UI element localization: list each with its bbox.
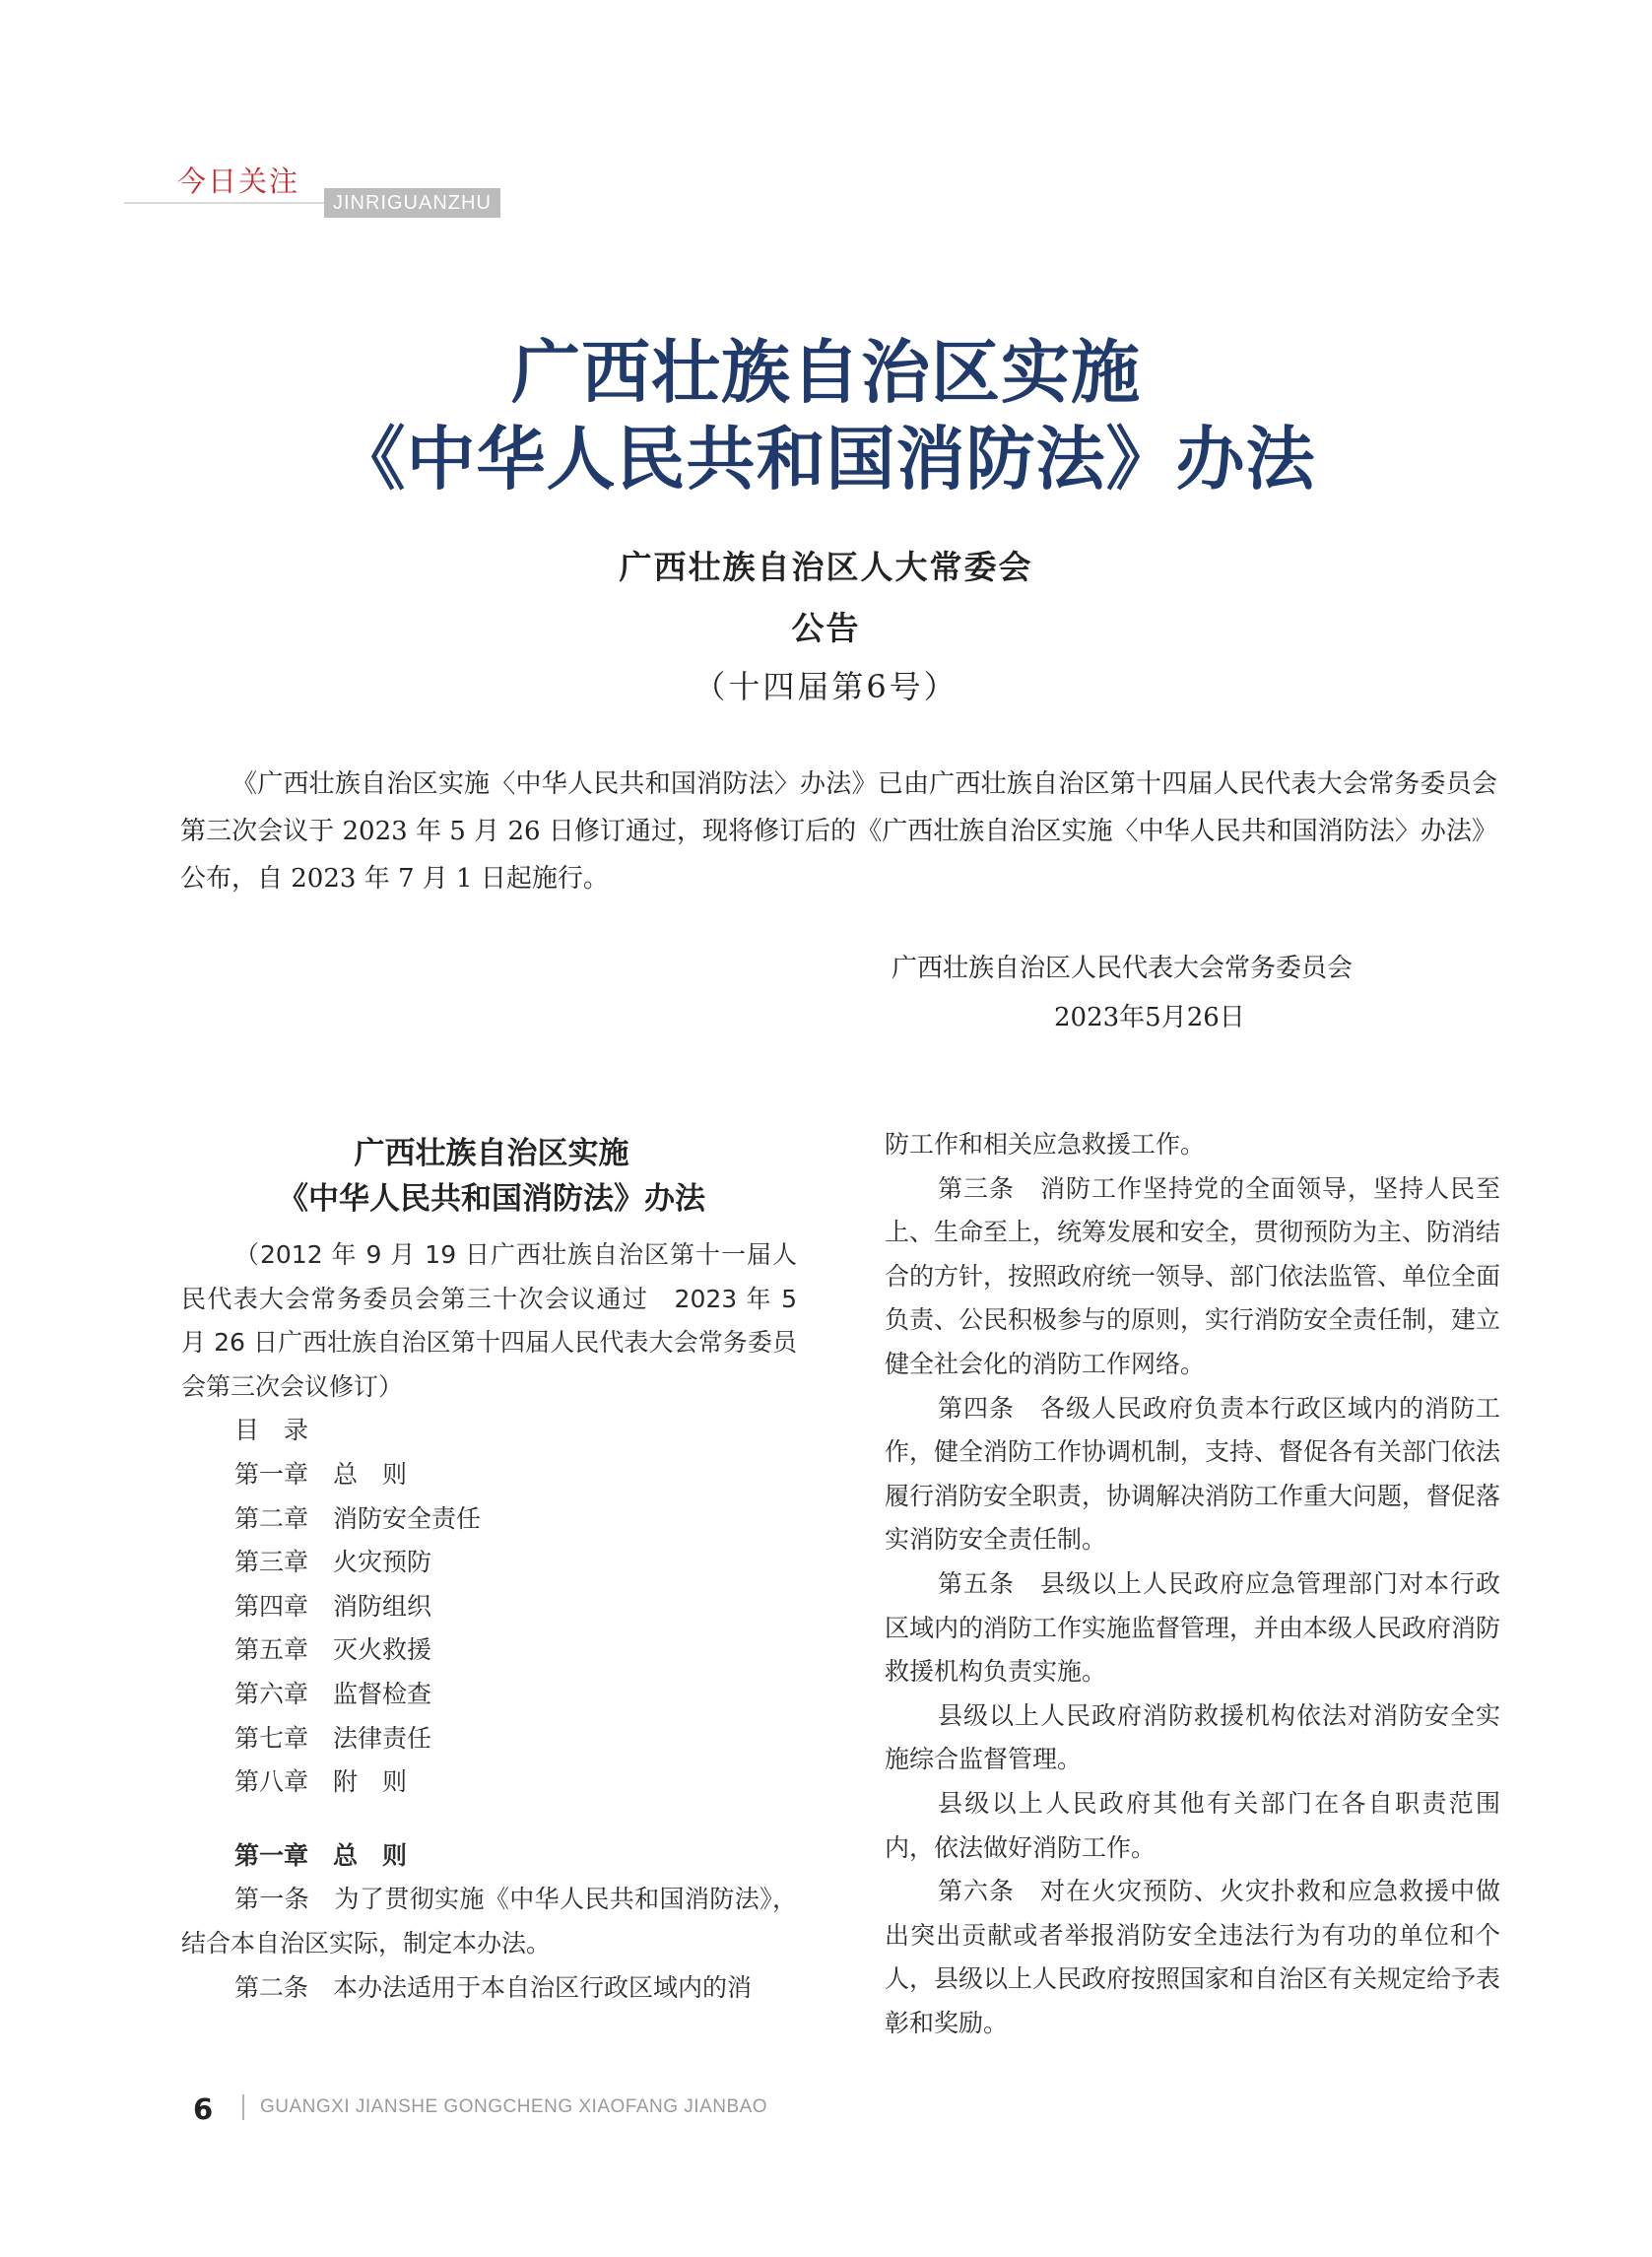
article-1: 第一条 为了贯彻实施《中华人民共和国消防法》，结合本自治区实际，制定本办法。 (181, 1885, 797, 1958)
law-title-line2: 《中华人民共和国消防法》办法 (278, 1181, 705, 1217)
signature-date: 2023年5月26日 (1054, 1003, 1245, 1032)
article-5-paragraph: 县级以上人民政府消防救援机构依法对消防安全实施综合监督管理。 (885, 1700, 1500, 1774)
law-title-line1: 广西壮族自治区实施 (354, 1136, 629, 1171)
article-5-paragraph: 县级以上人民政府其他有关部门在各自职责范围内，依法做好消防工作。 (885, 1788, 1500, 1862)
chapter-heading: 第一章 总 则 (234, 1840, 408, 1870)
toc-item: 第四章 消防组织 (234, 1591, 432, 1621)
toc-item: 第三章 火灾预防 (234, 1548, 432, 1577)
section-label-pinyin: JINRIGUANZHU (324, 188, 500, 218)
toc-item: 第一章 总 则 (234, 1459, 408, 1489)
signature-organization: 广西壮族自治区人民代表大会常务委员会 (892, 954, 1354, 983)
toc-item: 第六章 监督检查 (234, 1679, 432, 1708)
announcement-text: 《广西壮族自治区实施〈中华人民共和国消防法〉办法》已由广西壮族自治区第十四届人民代表大会常务委员会第三次会议于 2023 年 5 月 26 日修订通过，现将修订后的《广西壮族自治区实施〈中华人民共和国消防法〉办法》公布，自 2023 年 7 月 1 日起施行。 (180, 769, 1497, 894)
toc-label: 目 录 (234, 1416, 309, 1445)
left-column (181, 1131, 797, 2010)
article-5: 第五条 县级以上人民政府应急管理部门对本行政区域内的消防工作实施监督管理，并由本级人民政府消防救援机构负责实施。 (885, 1568, 1501, 1687)
law-history: （2012 年 9 月 19 日广西壮族自治区第十一届人民代表大会常务委员会第三十次会议通过 2023 年 5 月 26 日广西壮族自治区第十四届人民代表大会常务委员会第三次会议修订） (181, 1240, 797, 1401)
footer-divider (242, 2094, 244, 2120)
section-divider (124, 202, 335, 204)
section-label: 今日关注 (177, 165, 300, 198)
right-column (885, 1123, 1500, 2045)
toc-item: 第八章 附 则 (234, 1767, 408, 1797)
toc-item: 第二章 消防安全责任 (234, 1503, 482, 1533)
document-type: 公告 (791, 609, 861, 647)
main-title-line2: 《中华人民共和国消防法》办法 (336, 419, 1316, 499)
publication-name: GUANGXI JIANSHE GONGCHENG XIAOFANG JIANBAO (260, 2096, 768, 2117)
toc-item: 第五章 灭火救援 (234, 1635, 432, 1665)
article-4: 第四条 各级人民政府负责本行政区域内的消防工作，健全消防工作协调机制，支持、督促各有关部门依法履行消防安全职责，协调解决消防工作重大问题，督促落实消防安全责任制。 (885, 1393, 1501, 1555)
article-2-end: 防工作和相关应急救援工作。 (885, 1130, 1206, 1159)
document-number: （十四届第6号） (694, 668, 958, 705)
article-3: 第三条 消防工作坚持党的全面领导，坚持人民至上、生命至上，统筹发展和安全，贯彻预防为主、防消结合的方针，按照政府统一领导、部门依法监管、单位全面负责、公民积极参与的原则，实行消防安全责任制，建立健全社会化的消防工作网络。 (885, 1173, 1501, 1378)
page-number: 6 (193, 2092, 214, 2126)
article-2-start: 第二条 本办法适用于本自治区行政区域内的消 (234, 1972, 753, 2002)
publisher: 广西壮族自治区人大常委会 (619, 548, 1033, 586)
article-6: 第六条 对在火灾预防、火灾扑救和应急救援中做出突出贡献或者举报消防安全违法行为有功的单位和个人，县级以上人民政府按照国家和自治区有关规定给予表彰和奖励。 (885, 1877, 1501, 2037)
toc-item: 第七章 法律责任 (234, 1723, 432, 1753)
main-title-line1: 广西壮族自治区实施 (511, 332, 1141, 413)
